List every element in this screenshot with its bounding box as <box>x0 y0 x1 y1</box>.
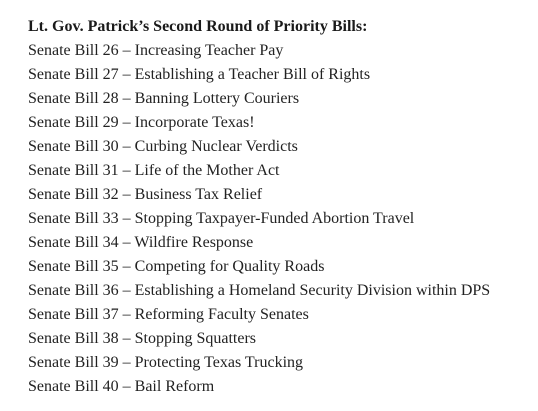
bill-item-sb33: Senate Bill 33 – Stopping Taxpayer-Funded Abortion Travel <box>28 210 415 227</box>
bill-item-sb31: Senate Bill 31 – Life of the Mother Act <box>28 162 280 179</box>
bill-item-sb38: Senate Bill 38 – Stopping Squatters <box>28 330 256 347</box>
bill-item-sb35: Senate Bill 35 – Competing for Quality Roads <box>28 258 325 275</box>
bill-item-sb30: Senate Bill 30 – Curbing Nuclear Verdicts <box>28 138 298 155</box>
priority-bills-section <box>28 15 530 399</box>
bill-item-sb36: Senate Bill 36 – Establishing a Homeland Security Division within DPS <box>28 282 491 299</box>
section-heading: Lt. Gov. Patrick’s Second Round of Priority Bills: <box>28 18 368 35</box>
bill-item-sb28: Senate Bill 28 – Banning Lottery Couriers <box>28 90 300 107</box>
bill-item-sb32: Senate Bill 32 – Business Tax Relief <box>28 186 263 203</box>
bill-item-sb40: Senate Bill 40 – Bail Reform <box>28 378 215 395</box>
bill-item-sb37: Senate Bill 37 – Reforming Faculty Senates <box>28 306 309 323</box>
bill-item-sb27: Senate Bill 27 – Establishing a Teacher Bill of Rights <box>28 66 371 83</box>
bill-item-sb34: Senate Bill 34 – Wildfire Response <box>28 234 254 251</box>
bill-item-sb29: Senate Bill 29 – Incorporate Texas! <box>28 114 255 131</box>
bill-item-sb39: Senate Bill 39 – Protecting Texas Trucking <box>28 354 304 371</box>
bill-item-sb26: Senate Bill 26 – Increasing Teacher Pay <box>28 42 284 59</box>
bill-list <box>28 39 530 399</box>
